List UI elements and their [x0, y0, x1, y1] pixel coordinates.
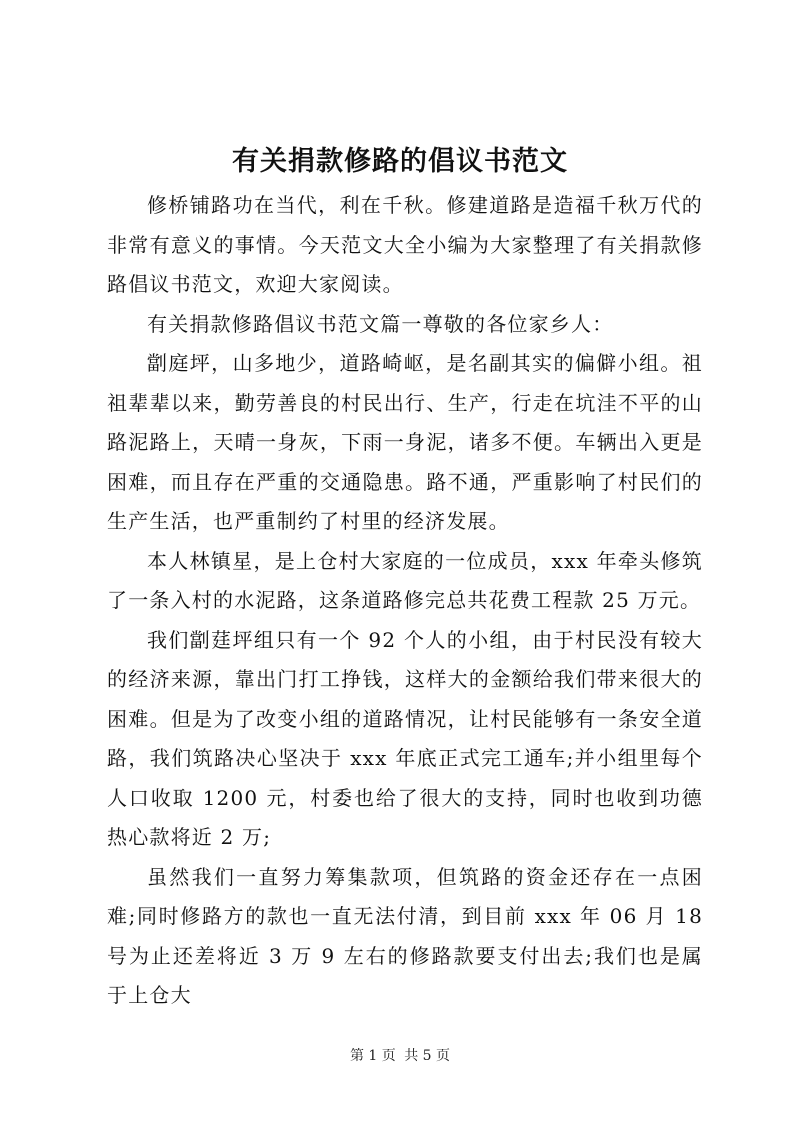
paragraph-salutation: 有关捐款修路倡议书范文篇一尊敬的各位家乡人：: [147, 311, 614, 336]
paragraph-intro: 修桥铺路功在当代，利在千秋。修建道路是造福千秋万代的非常有意义的事情。今天范文大全小编为大家整理了有关捐款修路倡议书范文，欢迎大家阅读。: [107, 193, 703, 296]
paragraph-road-building: 本人林镇星，是上仓村大家庭的一位成员，xxx 年牵头修筑了一条入村的水泥路，这条道路修完总共花费工程款 25 万元。: [107, 548, 703, 612]
paragraph-funding: 我们劏莛坪组只有一个 92 个人的小组，由于村民没有较大的经济来源，靠出门打工挣钱，这样大的金额给我们带来很大的困难。但是为了改变小组的道路情况，让村民能够有一条安全道路，我们筑路决心坚决于 xxx 年底正式完工通车;并小组里每个人口收取 1200 元，村委也给了很大的支持，同时也收到功德热心款将近 2 万;: [107, 627, 703, 849]
paragraph-shortfall: 虽然我们一直努力筹集款项，但筑路的资金还存在一点困难;同时修路方的款也一直无法付清，到目前 xxx 年 06 月 18 号为止还差将近 3 万 9 左右的修路款要支付出去;我们也是属于上仓大: [107, 864, 703, 1007]
document-title: 有关捐款修路的倡议书范文: [232, 146, 568, 177]
total-pages: 共 5 页: [404, 1048, 451, 1064]
document-body: [107, 186, 703, 1016]
paragraph-background: 劏庭坪，山多地少，道路崎岖，是名副其实的偏僻小组。祖祖辈辈以来，勤劳善良的村民出行、生产，行走在坑洼不平的山路泥路上，天晴一身灰，下雨一身泥，诸多不便。车辆出入更是困难，而且存在严重的交通隐患。路不通，严重影响了村民们的生产生活，也严重制约了村里的经济发展。: [107, 351, 703, 533]
page-footer: [0, 1046, 800, 1066]
page-number: 第 1 页: [349, 1048, 396, 1064]
